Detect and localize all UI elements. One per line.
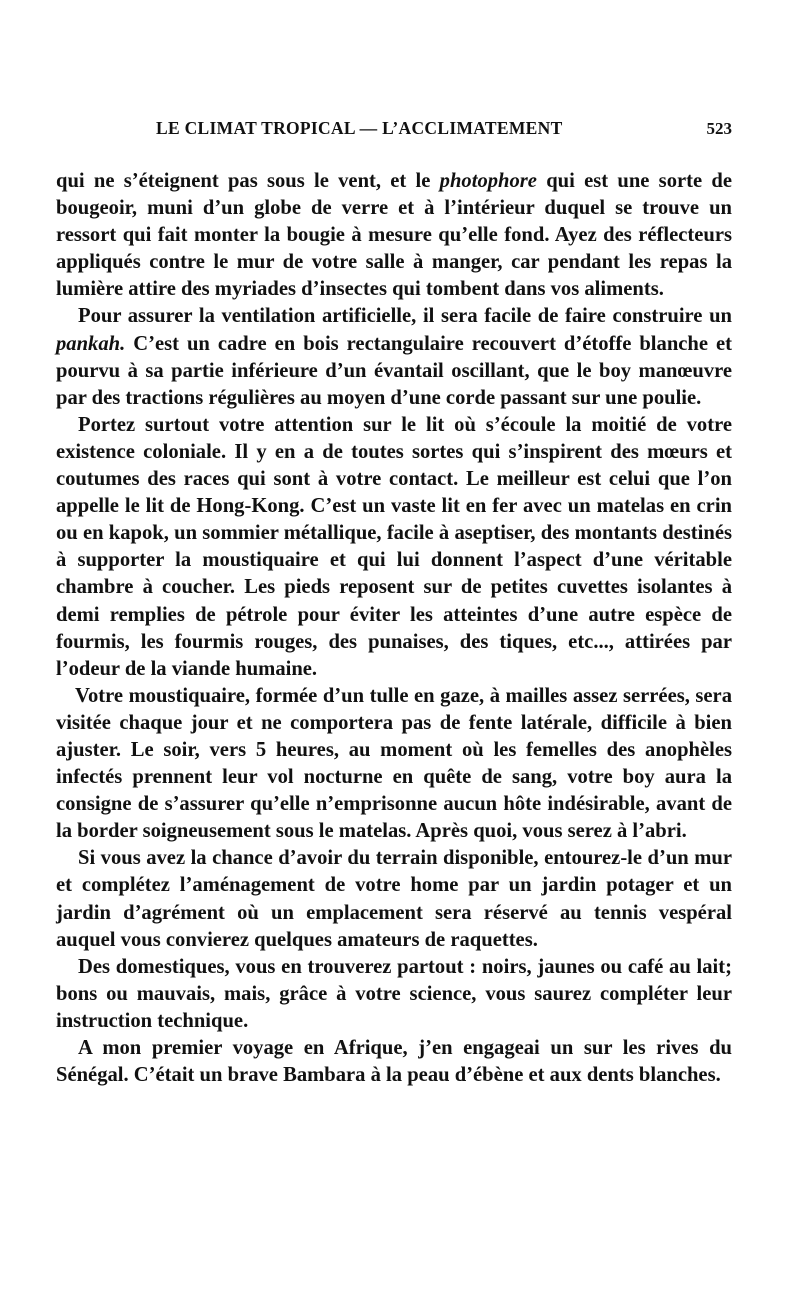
running-header	[56, 118, 732, 142]
paragraph-2-text-start: Pour assurer la ventilation artificielle, il sera facile de faire construire un	[78, 305, 732, 328]
paragraph-2-text-end: C’est un cadre en bois rectangulaire recouvert d’étoffe blanche et pourvu à sa partie inférieure d’un évantail oscillant, que le boy manœuvre par des tractions régulières au moyen d’une corde passant sur une poulie.	[56, 332, 732, 409]
paragraph-1-text-start: qui ne s’éteignent pas sous le vent, et le	[56, 170, 440, 192]
running-title: LE CLIMAT TROPICAL — L’ACCLIMATEMENT	[156, 118, 563, 138]
paragraph-4: Votre moustiquaire, formée d’un tulle en gaze, à mailles assez serrées, sera visitée chaque jour et ne comportera pas de fente latérale, difficile à bien ajuster. Le soir, vers 5 heures, au moment où les femelles des anophèles infectés prennent leur vol nocturne en quête de sang, votre boy aura la consigne de s’assurer qu’elle n’emprisonne aucun hôte indésirable, avant de la border soigneusement sous le matelas. Après quoi, vous serez à l’abri.	[56, 684, 732, 843]
paragraph-3: Portez surtout votre attention sur le lit où s’écoule la moitié de votre existence coloniale. Il y en a de toutes sortes qui s’inspirent des mœurs et coutumes des races qui sont à votre contact. Le meilleur est celui que l’on appelle le lit de Hong-Kong. C’est un vaste lit en fer avec un matelas en crin ou en kapok, un sommier métallique, facile à aseptiser, des montants destinés à supporter la moustiquaire et qui lui donnent l’aspect d’une véritable chambre à coucher. Les pieds reposent sur de petites cuvettes isolantes à demi remplies de pétrole pour éviter les atteintes d’une autre espèce de fourmis, les fourmis rouges, des punaises, des tiques, etc..., attirées par l’odeur de la viande humaine.	[56, 413, 732, 680]
paragraph-5: Si vous avez la chance d’avoir du terrain disponible, entourez-le d’un mur et complétez l’aménagement de votre home par un jardin potager et un jardin d’agrément où un emplacement sera réservé au tennis vespéral auquel vous convierez quelques amateurs de raquettes.	[56, 847, 732, 951]
paragraph-6: Des domestiques, vous en trouverez partout : noirs, jaunes ou café au lait; bons ou mauvais, mais, grâce à votre science, vous saurez compléter leur instruction technique.	[56, 955, 732, 1032]
page-body	[56, 168, 732, 1089]
paragraph-2-italic-term: pankah.	[56, 332, 126, 355]
paragraph-1	[56, 168, 732, 303]
paragraph-1-text-end: qui est une sorte de bougeoir, muni d’un globe de verre et à l’intérieur duquel se trouve un ressort qui fait monter la bougie à mesure qu’elle fond. Ayez des réflecteurs appliqués contre le mur de votre salle à manger, car pendant les repas la lumière attire des myriades d’insectes qui tombent dans vos aliments.	[56, 170, 732, 301]
paragraph-7: A mon premier voyage en Afrique, j’en engageai un sur les rives du Sénégal. C’était un brave Bambara à la peau d’ébène et aux dents blanches.	[56, 1037, 732, 1087]
paragraph-2	[56, 303, 732, 411]
paragraph-1-italic-term: photophore	[439, 170, 537, 192]
page-number: 523	[706, 119, 732, 138]
